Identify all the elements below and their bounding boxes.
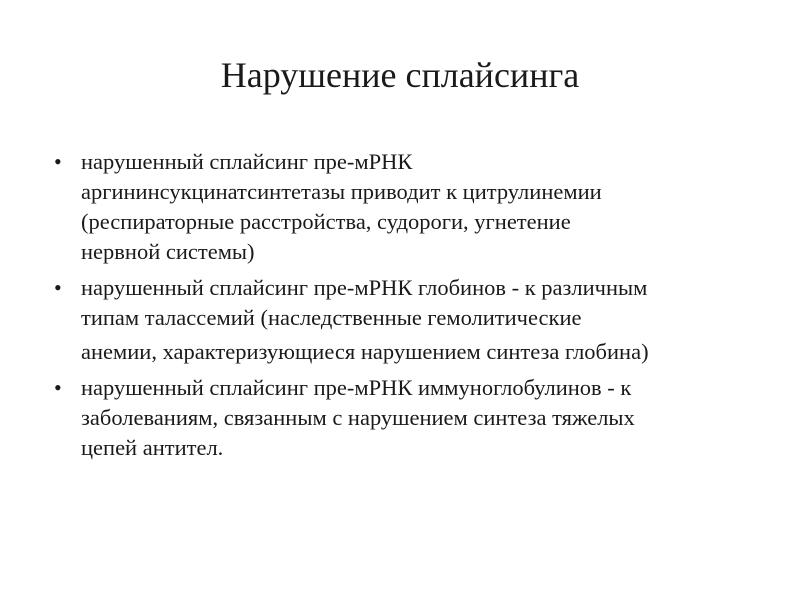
bullet-text-line: заболеваниям, связанным с нарушением синтеза тяжелых	[81, 405, 635, 430]
bullet-text-line: типам талассемий (наследственные гемолитические	[81, 305, 582, 330]
bullet-text-line: аргининсукцинатсинтетазы приводит к цитрулинемии	[81, 179, 602, 204]
bullet-glyph: •	[54, 275, 62, 300]
bullet-text-line: цепей антител.	[81, 435, 224, 460]
bullet-item	[48, 373, 768, 463]
bullet-text-line: нарушенный сплайсинг пре-мРНК	[81, 149, 413, 174]
bullet-text-line: (респираторные расстройства, судороги, угнетение	[81, 209, 571, 234]
bullet-text-line: анемии, характеризующиеся нарушением синтеза глобина)	[81, 339, 649, 364]
bullet-item	[48, 273, 768, 367]
bullet-glyph: •	[54, 149, 62, 174]
bullet-text-line: нервной системы)	[81, 239, 255, 264]
bullet-text-line: нарушенный сплайсинг пре-мРНК глобинов - к различным	[81, 275, 648, 300]
slide-title: Нарушение сплайсинга	[220, 55, 580, 95]
bullet-item	[48, 147, 768, 267]
bullet-glyph: •	[54, 375, 62, 400]
bullet-list	[48, 147, 768, 469]
bullet-text-line: нарушенный сплайсинг пре-мРНК иммуноглобулинов - к	[81, 375, 632, 400]
